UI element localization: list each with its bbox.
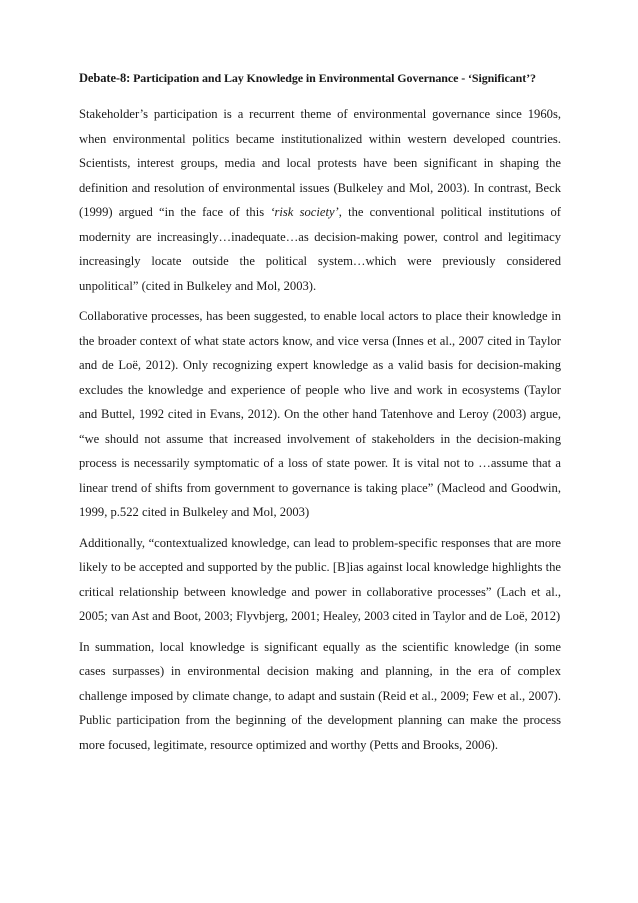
document-body bbox=[79, 70, 561, 763]
paragraph-2: Collaborative processes, has been suggested, to enable local actors to place their knowledge in the broader context of what state actors know, and vice versa (Innes et al., 2007 cited in Taylor and de Loë, 2012). Only recognizing expert knowledge as a valid basis for decision-making excludes the knowledge and experience of people who live and work in ecosystems (Taylor and Buttel, 1992 cited in Evans, 2012). On the other hand Tatenhove and Leroy (2003) argue, “we should not assume that increased involvement of stakeholders in the decision-making process is necessarily symptomatic of a loss of state power. It is vital not to …assume that a linear trend of shifts from government to governance is taking place” (Macleod and Goodwin, 1999, p.522 cited in Bulkeley and Mol, 2003) bbox=[79, 309, 561, 519]
title-prefix: Debate-8: bbox=[79, 71, 131, 85]
paragraph-1-before: Stakeholder’s participation is a recurrent theme of environmental governance since 1960s, when environmental politics became institutionalized within western developed countries. Scientists, interest groups, media and local protests have been significant in shaping the definition and resolution of environmental issues (Bulkeley and Mol, 2003). In contrast, Beck (1999) argued “in the face of this bbox=[79, 107, 561, 219]
paragraph-1 bbox=[79, 102, 561, 298]
paragraph-3: Additionally, “contextualized knowledge, can lead to problem-specific responses that are more likely to be accepted and supported by the public. [B]ias against local knowledge highlights the critical relationship between knowledge and power in collaborative processes” (Lach et al., 2005; van Ast and Boot, 2003; Flyvbjerg, 2001; Healey, 2003 cited in Taylor and de Loë, 2012) bbox=[79, 535, 561, 623]
document-title bbox=[79, 70, 561, 87]
paragraph-4: In summation, local knowledge is significant equally as the scientific knowledge (in some cases surpasses) in environmental decision making and planning, in the era of complex challenge imposed by climate change, to adapt and sustain (Reid et al., 2009; Few et al., 2007). Public participation from the beginning of the development planning can make the process more focused, legitimate, resource optimized and worthy (Petts and Brooks, 2006). bbox=[79, 639, 561, 752]
paragraph-1-italic: ‘risk society’ bbox=[270, 205, 339, 219]
title-text: Participation and Lay Knowledge in Environmental Governance - ‘Significant’? bbox=[130, 71, 536, 85]
paragraph-1-after: , the conventional political institutions of modernity are increasingly…inadequate…as decision-making power, control and legitimacy increasingly locate outside the political system…which were previously considered unpolitical” (cited in Bulkeley and Mol, 2003). bbox=[79, 205, 561, 293]
